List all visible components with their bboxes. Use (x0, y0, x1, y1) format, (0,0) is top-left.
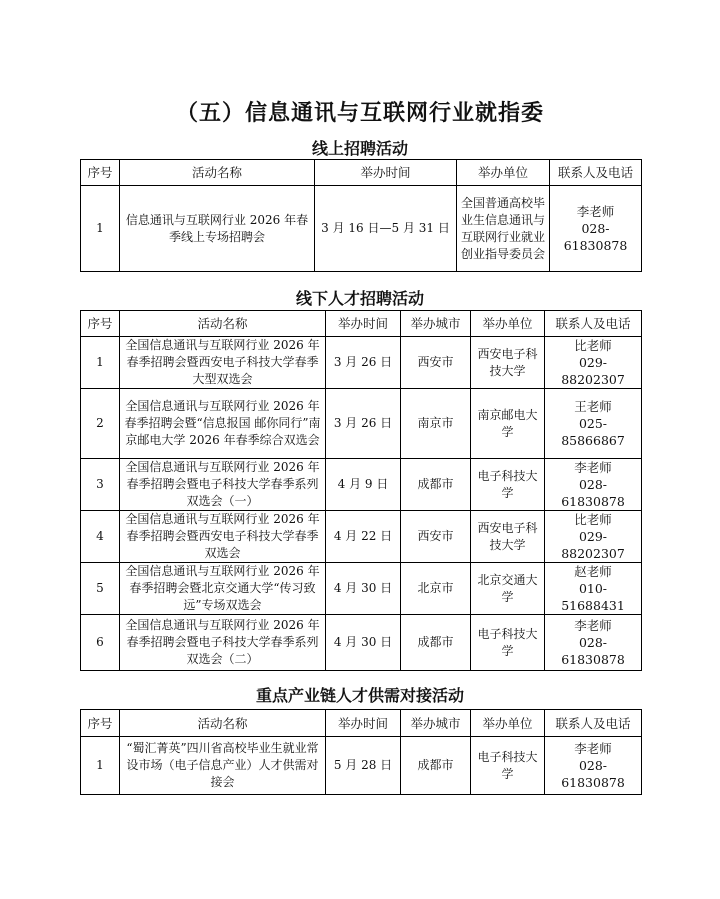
header-no: 序号 (81, 710, 120, 737)
table-header-row (81, 710, 642, 737)
row-no: 5 (81, 563, 120, 615)
header-city: 举办城市 (401, 710, 471, 737)
row-city: 北京市 (401, 563, 471, 615)
header-time: 举办时间 (326, 311, 401, 337)
row-city: 西安市 (401, 511, 471, 563)
row-city: 西安市 (401, 337, 471, 389)
row-org: 全国普通高校毕业生信息通讯与互联网行业就业创业指导委员会 (457, 186, 550, 272)
industry-table (80, 709, 642, 795)
table-header-row (81, 160, 642, 186)
header-org: 举办单位 (471, 311, 545, 337)
row-city: 成都市 (401, 459, 471, 511)
contact-phone: 029-88202307 (561, 529, 625, 561)
header-no: 序号 (81, 311, 120, 337)
row-name: “蜀汇菁英”四川省高校毕业生就业常设市场（电子信息产业）人才供需对接会 (120, 737, 326, 795)
header-org: 举办单位 (457, 160, 550, 186)
table-row (81, 615, 642, 671)
contact-name: 比老师 (574, 338, 612, 353)
row-name: 全国信息通讯与互联网行业 2026 年春季招聘会暨“信息报国 邮你同行”南京邮电大学 2026 年春季综合双选会 (120, 389, 326, 459)
row-name: 全国信息通讯与互联网行业 2026 年春季招聘会暨北京交通大学“传习致远”专场双选会 (120, 563, 326, 615)
contact-name: 赵老师 (574, 564, 612, 579)
row-contact (545, 337, 642, 389)
row-contact (550, 186, 642, 272)
row-name: 全国信息通讯与互联网行业 2026 年春季招聘会暨西安电子科技大学春季大型双选会 (120, 337, 326, 389)
row-org: 电子科技大学 (471, 737, 545, 795)
header-name: 活动名称 (120, 160, 315, 186)
row-no: 6 (81, 615, 120, 671)
header-city: 举办城市 (401, 311, 471, 337)
row-name: 信息通讯与互联网行业 2026 年春季线上专场招聘会 (120, 186, 315, 272)
row-no: 2 (81, 389, 120, 459)
table-row (81, 737, 642, 795)
row-name: 全国信息通讯与互联网行业 2026 年春季招聘会暨西安电子科技大学春季双选会 (120, 511, 326, 563)
contact-phone: 025-85866867 (561, 416, 625, 448)
row-no: 1 (81, 737, 120, 795)
header-contact: 联系人及电话 (550, 160, 642, 186)
table-row (81, 459, 642, 511)
row-city: 成都市 (401, 737, 471, 795)
offline-section-title: 线下人才招聘活动 (295, 289, 424, 308)
row-org: 电子科技大学 (471, 459, 545, 511)
row-org: 西安电子科技大学 (471, 511, 545, 563)
row-name: 全国信息通讯与互联网行业 2026 年春季招聘会暨电子科技大学春季系列双选会（二） (120, 615, 326, 671)
header-name: 活动名称 (120, 311, 326, 337)
header-contact: 联系人及电话 (545, 710, 642, 737)
row-contact (545, 737, 642, 795)
header-time: 举办时间 (326, 710, 401, 737)
row-time: 4 月 9 日 (326, 459, 401, 511)
industry-section-title: 重点产业链人才供需对接活动 (255, 686, 464, 705)
contact-name: 李老师 (574, 460, 612, 475)
row-org: 北京交通大学 (471, 563, 545, 615)
contact-phone: 028-61830878 (561, 635, 625, 667)
row-org: 电子科技大学 (471, 615, 545, 671)
contact-phone: 028-61830878 (561, 477, 625, 509)
header-time: 举办时间 (315, 160, 457, 186)
contact-phone: 028-61830878 (561, 758, 625, 790)
header-no: 序号 (81, 160, 120, 186)
row-name: 全国信息通讯与互联网行业 2026 年春季招聘会暨电子科技大学春季系列双选会（一） (120, 459, 326, 511)
row-time: 5 月 28 日 (326, 737, 401, 795)
row-contact (545, 511, 642, 563)
row-contact (545, 615, 642, 671)
table-row (81, 337, 642, 389)
offline-table (80, 310, 642, 671)
row-time: 4 月 30 日 (326, 615, 401, 671)
header-contact: 联系人及电话 (545, 311, 642, 337)
table-row (81, 186, 642, 272)
online-table (80, 159, 642, 272)
row-no: 3 (81, 459, 120, 511)
row-contact (545, 459, 642, 511)
row-time: 3 月 26 日 (326, 337, 401, 389)
row-city: 南京市 (401, 389, 471, 459)
header-name: 活动名称 (120, 710, 326, 737)
contact-phone: 028-61830878 (563, 221, 628, 253)
contact-name: 李老师 (576, 204, 615, 219)
contact-name: 李老师 (574, 741, 612, 756)
row-no: 1 (81, 337, 120, 389)
row-city: 成都市 (401, 615, 471, 671)
row-no: 1 (81, 186, 120, 272)
row-org: 南京邮电大学 (471, 389, 545, 459)
contact-name: 王老师 (574, 399, 612, 414)
contact-name: 李老师 (574, 618, 612, 633)
table-row (81, 389, 642, 459)
contact-phone: 029-88202307 (561, 355, 625, 387)
online-section-title: 线上招聘活动 (311, 139, 408, 158)
header-org: 举办单位 (471, 710, 545, 737)
row-org: 西安电子科技大学 (471, 337, 545, 389)
page-title: （五）信息通讯与互联网行业就指委 (175, 101, 544, 126)
contact-phone: 010-51688431 (561, 581, 625, 613)
row-time: 3 月 26 日 (326, 389, 401, 459)
row-no: 4 (81, 511, 120, 563)
table-row (81, 511, 642, 563)
row-contact (545, 389, 642, 459)
table-row (81, 563, 642, 615)
table-header-row (81, 311, 642, 337)
row-contact (545, 563, 642, 615)
contact-name: 比老师 (574, 512, 612, 527)
row-time: 3 月 16 日—5 月 31 日 (315, 186, 457, 272)
row-time: 4 月 30 日 (326, 563, 401, 615)
row-time: 4 月 22 日 (326, 511, 401, 563)
